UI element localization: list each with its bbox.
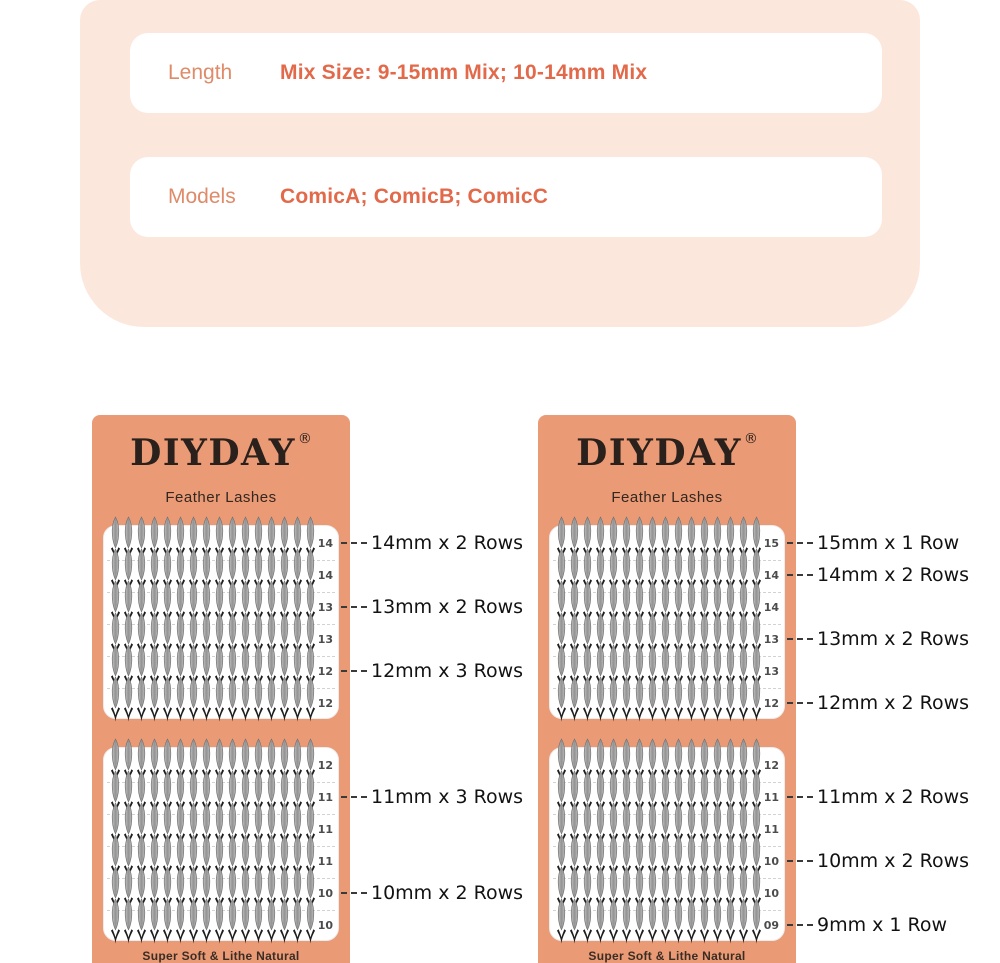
- lash-cluster-icon: [278, 676, 291, 722]
- lash-cluster-row: [109, 898, 317, 944]
- lash-cluster-icon: [109, 898, 122, 944]
- callout-dash-line: [787, 638, 813, 640]
- size-callout: [787, 563, 969, 587]
- callout-dash-line: [787, 924, 813, 926]
- callout-text: 10mm x 2 Rows: [371, 882, 524, 904]
- lash-cluster-icon: [135, 676, 148, 722]
- row-size-label: 13: [763, 633, 779, 646]
- callout-text: 12mm x 2 Rows: [817, 692, 970, 714]
- row-size-label: 14: [317, 569, 333, 582]
- row-size-label: 14: [763, 601, 779, 614]
- lash-cluster-row: [555, 898, 763, 944]
- size-callout: [341, 531, 523, 555]
- brand-tagline: Feather Lashes: [165, 489, 277, 506]
- tray-footer: Super Soft & Lithe Natural: [142, 949, 300, 963]
- size-callout: [787, 785, 969, 809]
- callout-dash-line: [341, 606, 367, 608]
- lash-tray-right: [538, 415, 796, 963]
- lash-cluster-icon: [148, 676, 161, 722]
- row-size-label: 12: [317, 759, 333, 772]
- row-size-label: 10: [763, 855, 779, 868]
- callout-text: 14mm x 2 Rows: [817, 564, 970, 586]
- lash-cluster-icon: [698, 898, 711, 944]
- lash-cluster-icon: [252, 676, 265, 722]
- size-callout: [787, 913, 947, 937]
- callout-dash-line: [787, 542, 813, 544]
- size-callout: [787, 691, 969, 715]
- callout-text: 14mm x 2 Rows: [371, 532, 524, 554]
- callout-dash-line: [341, 892, 367, 894]
- lash-cluster-icon: [737, 676, 750, 722]
- lash-cluster-icon: [581, 898, 594, 944]
- row-size-label: 10: [317, 887, 333, 900]
- lash-cluster-icon: [659, 898, 672, 944]
- lash-cluster-icon: [724, 676, 737, 722]
- row-size-label: 13: [763, 665, 779, 678]
- lash-cluster-icon: [646, 676, 659, 722]
- lash-cluster-icon: [555, 676, 568, 722]
- lash-cluster-icon: [291, 676, 304, 722]
- lash-cluster-icon: [135, 898, 148, 944]
- spec-card-length: [130, 33, 882, 113]
- callout-dash-line: [787, 860, 813, 862]
- callout-text: 15mm x 1 Row: [817, 532, 960, 554]
- callout-dash-line: [341, 542, 367, 544]
- lash-panel: [549, 525, 785, 719]
- lash-cluster-icon: [148, 898, 161, 944]
- spec-value: Mix Size: 9-15mm Mix; 10-14mm Mix: [280, 61, 648, 84]
- spec-label: Models: [168, 185, 236, 208]
- size-callout: [341, 881, 523, 905]
- lash-cluster-icon: [685, 676, 698, 722]
- lash-cluster-icon: [200, 898, 213, 944]
- registered-mark-icon: ®: [297, 431, 312, 447]
- lash-cluster-icon: [239, 676, 252, 722]
- lash-cluster-icon: [607, 676, 620, 722]
- size-callout: [787, 531, 959, 555]
- lash-cluster-icon: [278, 898, 291, 944]
- row-size-label: 11: [317, 823, 333, 836]
- lash-cluster-icon: [265, 676, 278, 722]
- lash-cluster-icon: [633, 676, 646, 722]
- callout-text: 10mm x 2 Rows: [817, 850, 970, 872]
- lash-cluster-icon: [226, 676, 239, 722]
- row-size-label: 11: [317, 855, 333, 868]
- lash-cluster-icon: [711, 676, 724, 722]
- callout-text: 12mm x 3 Rows: [371, 660, 524, 682]
- size-callout: [787, 849, 969, 873]
- lash-cluster-icon: [174, 898, 187, 944]
- lash-cluster-icon: [568, 898, 581, 944]
- row-size-label: 13: [317, 601, 333, 614]
- callout-dash-line: [787, 574, 813, 576]
- lash-cluster-icon: [607, 898, 620, 944]
- callout-text: 13mm x 2 Rows: [371, 596, 524, 618]
- lash-cluster-icon: [174, 676, 187, 722]
- lash-cluster-icon: [711, 898, 724, 944]
- lash-cluster-icon: [672, 676, 685, 722]
- row-size-label: 15: [763, 537, 779, 550]
- lash-cluster-icon: [161, 676, 174, 722]
- lash-cluster-icon: [109, 676, 122, 722]
- row-size-label: 14: [317, 537, 333, 550]
- callout-text: 11mm x 3 Rows: [371, 786, 524, 808]
- size-callout: [341, 659, 523, 683]
- lash-panel: [103, 525, 339, 719]
- brand-name: DIYDAY: [130, 432, 296, 474]
- lash-cluster-icon: [594, 898, 607, 944]
- lash-cluster-icon: [265, 898, 278, 944]
- callout-dash-line: [787, 796, 813, 798]
- lash-cluster-icon: [659, 676, 672, 722]
- lash-cluster-row: [555, 676, 763, 722]
- lash-cluster-icon: [672, 898, 685, 944]
- brand-logo: [538, 431, 796, 474]
- brand-name: DIYDAY: [576, 432, 742, 474]
- lash-cluster-row: [109, 676, 317, 722]
- lash-cluster-icon: [291, 898, 304, 944]
- lash-cluster-icon: [633, 898, 646, 944]
- row-size-label: 14: [763, 569, 779, 582]
- lash-cluster-icon: [594, 676, 607, 722]
- registered-mark-icon: ®: [743, 431, 758, 447]
- lash-cluster-icon: [239, 898, 252, 944]
- callout-dash-line: [341, 796, 367, 798]
- spec-label: Length: [168, 61, 233, 84]
- callout-dash-line: [787, 702, 813, 704]
- lash-cluster-icon: [581, 676, 594, 722]
- lash-tray-left: [92, 415, 350, 963]
- spec-card-models: [130, 157, 882, 237]
- lash-cluster-icon: [620, 898, 633, 944]
- callout-dash-line: [341, 670, 367, 672]
- row-size-label: 09: [763, 919, 779, 932]
- lash-cluster-icon: [724, 898, 737, 944]
- lash-cluster-icon: [252, 898, 265, 944]
- lash-cluster-icon: [646, 898, 659, 944]
- lash-cluster-icon: [685, 898, 698, 944]
- lash-cluster-icon: [213, 676, 226, 722]
- lash-cluster-icon: [568, 676, 581, 722]
- row-size-label: 12: [317, 697, 333, 710]
- callout-text: 13mm x 2 Rows: [817, 628, 970, 650]
- spec-value: ComicA; ComicB; ComicC: [280, 185, 549, 208]
- lash-cluster-icon: [698, 676, 711, 722]
- size-callout: [341, 785, 523, 809]
- lash-cluster-icon: [226, 898, 239, 944]
- brand-tagline: Feather Lashes: [611, 489, 723, 506]
- lash-cluster-icon: [200, 676, 213, 722]
- tray-footer: Super Soft & Lithe Natural: [588, 949, 746, 963]
- callout-text: 9mm x 1 Row: [817, 914, 948, 936]
- size-callout: [787, 627, 969, 651]
- brand-logo: [92, 431, 350, 474]
- lash-cluster-icon: [122, 676, 135, 722]
- lash-cluster-icon: [620, 676, 633, 722]
- row-size-label: 12: [763, 697, 779, 710]
- lash-cluster-icon: [737, 898, 750, 944]
- row-size-label: 11: [763, 823, 779, 836]
- lash-cluster-icon: [555, 898, 568, 944]
- row-size-label: 12: [763, 759, 779, 772]
- lash-panel: [103, 747, 339, 941]
- row-size-label: 10: [317, 919, 333, 932]
- lash-cluster-icon: [213, 898, 226, 944]
- row-size-label: 11: [317, 791, 333, 804]
- row-size-label: 13: [317, 633, 333, 646]
- lash-cluster-icon: [187, 676, 200, 722]
- size-callout: [341, 595, 523, 619]
- row-size-label: 10: [763, 887, 779, 900]
- lash-cluster-icon: [122, 898, 135, 944]
- lash-cluster-icon: [161, 898, 174, 944]
- callout-text: 11mm x 2 Rows: [817, 786, 970, 808]
- lash-cluster-icon: [187, 898, 200, 944]
- row-size-label: 12: [317, 665, 333, 678]
- row-size-label: 11: [763, 791, 779, 804]
- lash-panel: [549, 747, 785, 941]
